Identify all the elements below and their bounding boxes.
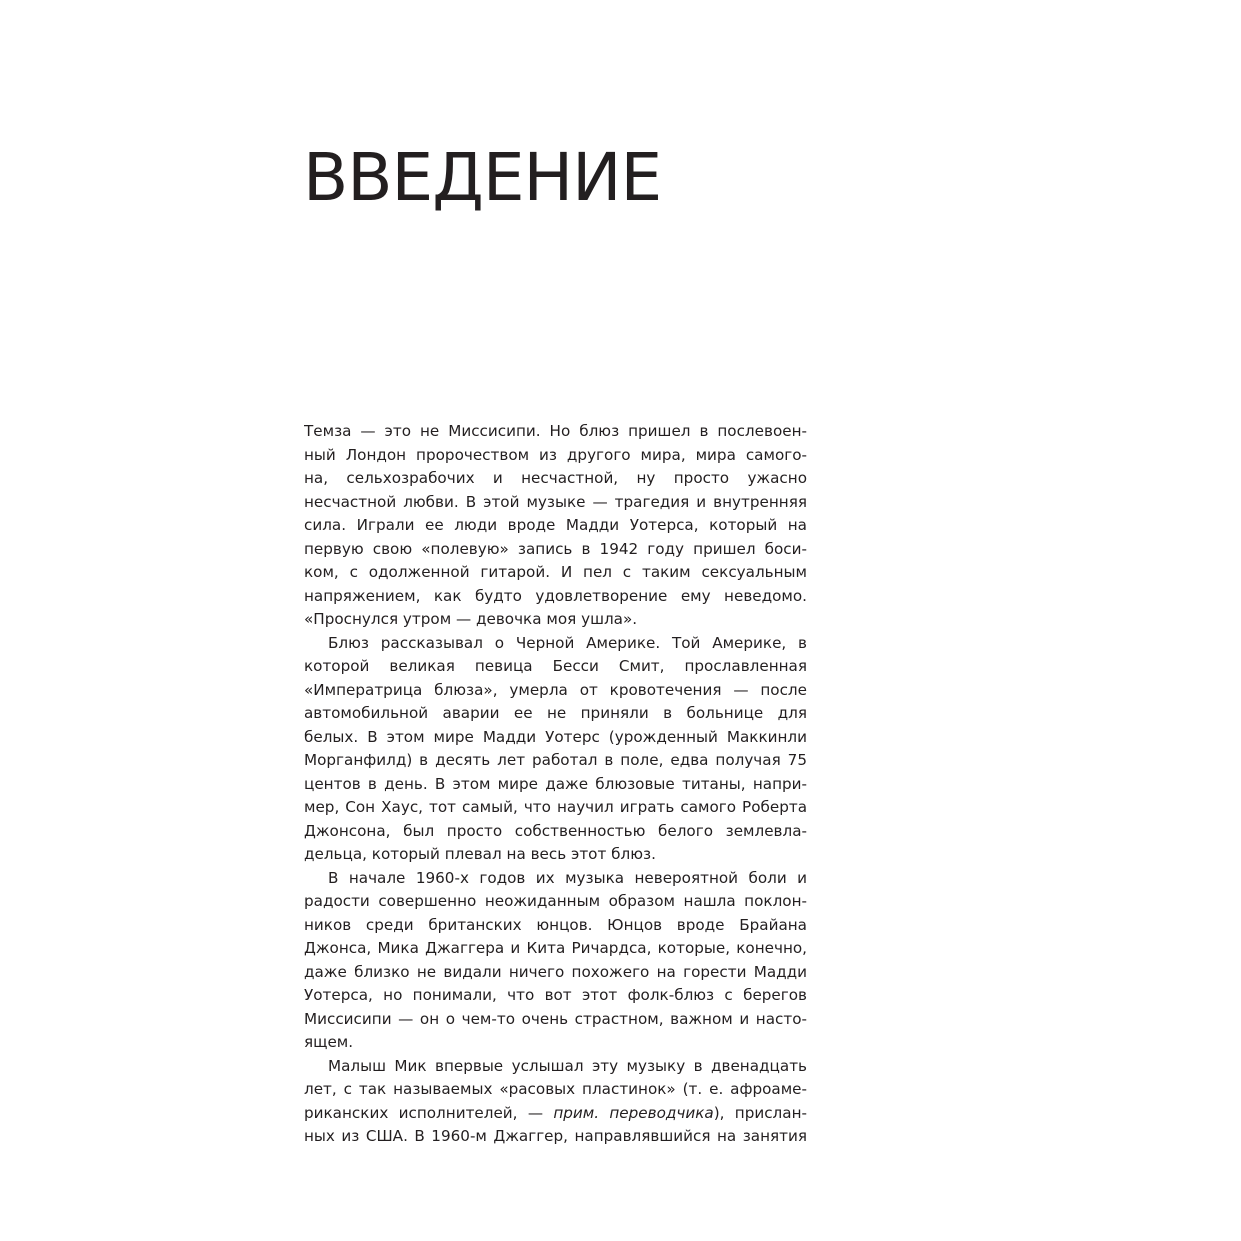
text-line: Морганфилд) в десять лет работал в поле, едва получая 75 [304,751,807,769]
text-line: Джонсона, был просто собственностью белого землевла- [304,821,807,840]
text-line: «Императрица блюза», умерла от кровотечения — после [304,680,807,699]
text-line: сила. Играли ее люди вроде Мадди Уотерса, который на [304,516,807,534]
text-line: Джонса, Мика Джаггера и Кита Ричардса, которые, конечно, [304,939,807,957]
text-line: ком, с одолженной гитарой. И пел с таким сексуальным [304,563,807,581]
text-line: ных из США. В 1960-м Джаггер, направлявшийся на занятия [304,1127,807,1145]
chapter-title: ВВЕДЕНИЕ [303,139,662,216]
paragraph-1 [304,420,807,632]
text-line: первую свою «полевую» запись в 1942 году пришел боси- [304,539,807,558]
translator-note: прим. переводчика [553,1103,714,1122]
text-line: В начале 1960-х годов их музыка невероятной боли и [328,868,807,887]
text-line: «Проснулся утром — девочка моя ушла». [304,610,638,628]
text-line: Темза — это не Миссисипи. Но блюз пришел в послевоен- [304,422,807,440]
chapter-body [304,420,807,1149]
text-segment: ), прислан- [713,1103,807,1122]
text-line: Уотерса, но понимали, что вот этот фолк-блюз с берегов [304,986,807,1004]
text-line: белых. В этом мире Мадди Уотерс (урожденный Маккинли [304,727,807,746]
text-line: напряжением, как будто удовлетворение ему неведомо. [304,586,807,605]
paragraph-4 [304,1055,807,1149]
text-line: автомобильной аварии ее не приняли в больнице для [304,704,807,722]
text-line: радости совершенно неожиданным образом нашла поклон- [304,892,807,910]
text-line: лет, с так называемых «расовых пластинок» (т. е. афроаме- [304,1080,807,1098]
text-line: Малыш Мик впервые услышал эту музыку в двенадцать [328,1056,807,1075]
text-line: Блюз рассказывал о Черной Америке. Той Америке, в [328,633,807,652]
text-line: Миссисипи — он о чем-то очень страстном, важном и насто- [304,1009,807,1028]
text-line: ников среди британских юнцов. Юнцов вроде Брайана [304,915,807,934]
text-line-with-italic [304,1102,807,1126]
text-line: ный Лондон пророчеством из другого мира, мира самого- [304,445,807,464]
paragraph-2 [304,632,807,867]
paragraph-3 [304,867,807,1055]
text-line: которой великая певица Бесси Смит, прославленная [304,657,807,675]
text-line: дельца, который плевал на весь этот блюз. [304,845,656,863]
text-line: несчастной любви. В этой музыке — трагедия и внутренняя [304,492,807,511]
text-line: центов в день. В этом мире даже блюзовые титаны, напри- [304,774,807,793]
text-line: ящем. [304,1033,354,1051]
text-line: мер, Сон Хаус, тот самый, что научил играть самого Роберта [304,798,807,816]
text-line: на, сельхозрабочих и несчастной, ну просто ужасно [304,469,807,487]
text-segment: риканских исполнителей, — [304,1103,554,1122]
text-line: даже близко не видали ничего похожего на горести Мадди [304,962,807,981]
